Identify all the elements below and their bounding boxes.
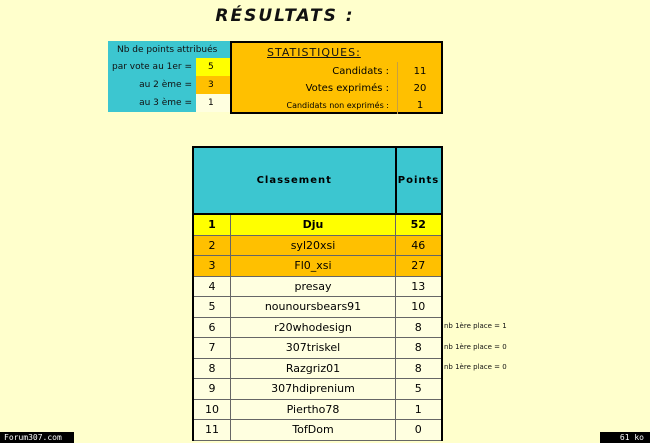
rank-cell: 11 [193, 420, 231, 441]
rank-cell: 5 [193, 297, 231, 318]
rank-cell: 2 [193, 235, 231, 256]
name-cell: Razgriz01 [231, 358, 396, 379]
points-value-1st[interactable]: 5 [196, 58, 238, 76]
table-row [193, 399, 442, 420]
name-cell: Piertho78 [231, 399, 396, 420]
ranking-header-classement: Classement [193, 147, 396, 214]
stats-value-votes: 20 [413, 83, 427, 94]
table-row [193, 420, 442, 441]
points-cell: 8 [396, 338, 442, 359]
name-cell: 307triskel [231, 338, 396, 359]
rank-cell: 6 [193, 317, 231, 338]
first-place-note-row8: nb 1ère place = 0 [444, 363, 507, 371]
file-size-badge: 61 ko [600, 432, 650, 443]
statistics-box [230, 41, 443, 114]
points-attribution-table [108, 41, 238, 112]
site-watermark: Forum307.com [0, 432, 74, 443]
rank-cell: 10 [193, 399, 231, 420]
stats-row-non-exprimes [232, 98, 441, 115]
points-cell: 27 [396, 256, 442, 277]
stats-row-votes [232, 81, 441, 98]
points-cell: 5 [396, 379, 442, 400]
points-cell: 13 [396, 276, 442, 297]
points-table-header: Nb de points attribués [108, 41, 238, 58]
rank-cell: 3 [193, 256, 231, 277]
rank-cell: 9 [193, 379, 231, 400]
name-cell: Dju [231, 214, 396, 235]
stats-label-non-exprimes: Candidats non exprimés : [286, 101, 389, 110]
points-label-3rd: au 3 ème = [108, 94, 196, 112]
name-cell: presay [231, 276, 396, 297]
table-row [193, 358, 442, 379]
points-cell: 10 [396, 297, 442, 318]
ranking-header-points: Points [396, 147, 442, 214]
ranking-table [192, 146, 443, 441]
name-cell: r20whodesign [231, 317, 396, 338]
points-label-2nd: au 2 ème = [108, 76, 196, 94]
points-cell: 8 [396, 358, 442, 379]
name-cell: Fl0_xsi [231, 256, 396, 277]
table-row [193, 256, 442, 277]
rank-cell: 1 [193, 214, 231, 235]
table-row [193, 235, 442, 256]
statistics-title: STATISTIQUES: [267, 46, 361, 59]
stats-label-candidats: Candidats : [332, 66, 389, 77]
stats-value-candidats: 11 [413, 66, 427, 77]
points-cell: 52 [396, 214, 442, 235]
name-cell: 307hdiprenium [231, 379, 396, 400]
table-row [193, 297, 442, 318]
points-cell: 1 [396, 399, 442, 420]
ranking-header-row [193, 147, 442, 214]
first-place-note-row7: nb 1ère place = 0 [444, 343, 507, 351]
points-label-1st: par vote au 1er = [108, 58, 196, 76]
name-cell: nounoursbears91 [231, 297, 396, 318]
table-row [193, 379, 442, 400]
table-row [193, 317, 442, 338]
points-value-3rd[interactable]: 1 [196, 94, 238, 112]
stats-value-non-exprimes: 1 [416, 100, 424, 111]
first-place-note-row6: nb 1ère place = 1 [444, 322, 507, 330]
stats-row-candidats [232, 64, 441, 81]
table-row [193, 338, 442, 359]
page-title [0, 6, 650, 26]
name-cell: TofDom [231, 420, 396, 441]
stats-label-votes: Votes exprimés : [305, 83, 389, 94]
table-row [193, 214, 442, 235]
rank-cell: 4 [193, 276, 231, 297]
points-cell: 46 [396, 235, 442, 256]
table-row [193, 276, 442, 297]
points-value-2nd[interactable]: 3 [196, 76, 238, 94]
points-cell: 8 [396, 317, 442, 338]
rank-cell: 8 [193, 358, 231, 379]
points-cell: 0 [396, 420, 442, 441]
name-cell: syl20xsi [231, 235, 396, 256]
rank-cell: 7 [193, 338, 231, 359]
title-text: RÉSULTATS : [215, 6, 355, 26]
